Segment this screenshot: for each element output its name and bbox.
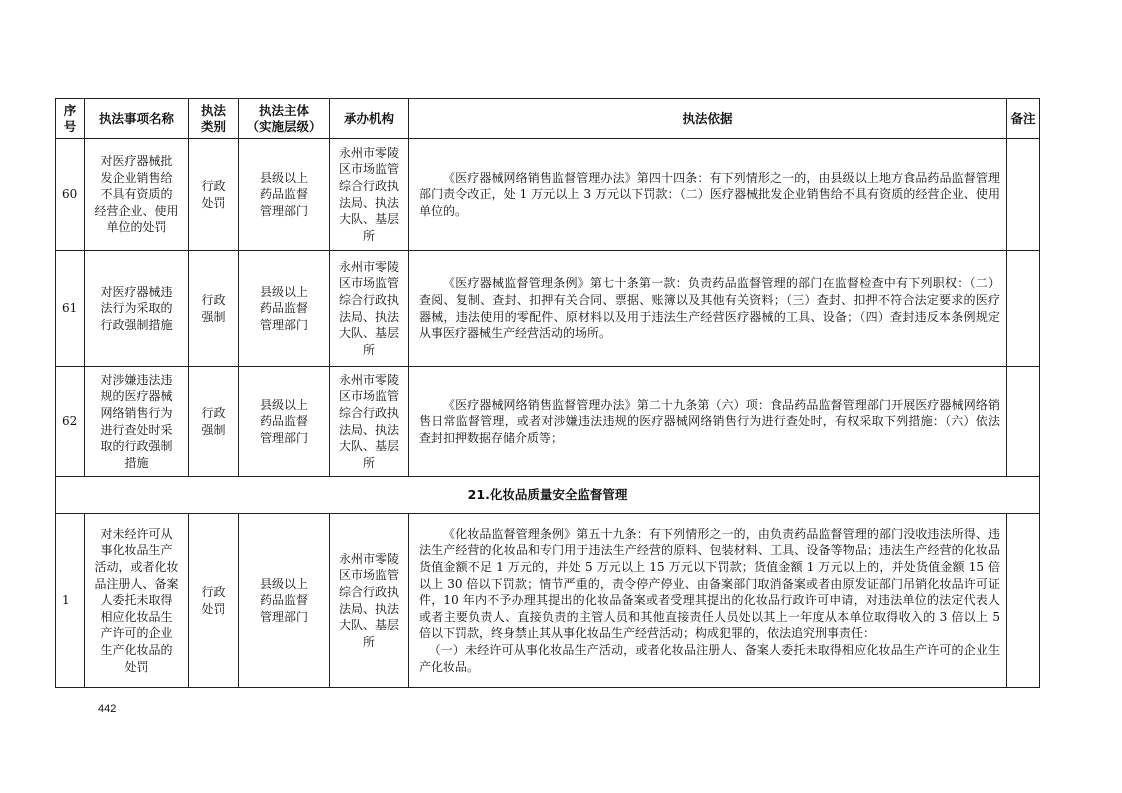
row-remark bbox=[1007, 367, 1040, 477]
row-org: 永州市零陵 区市场监管 综合行政执 法局、执法 大队、基层 所 bbox=[330, 514, 409, 688]
row-seq: 61 bbox=[56, 251, 85, 367]
header-remark: 备注 bbox=[1007, 99, 1040, 139]
basis-subitem: （一）未经许可从事化妆品生产活动，或者化妆品注册人、备案人委托未取得相应化妆品生产许可的企业生产化妆品。 bbox=[419, 642, 1000, 674]
section-title: 21.化妆品质量安全监督管理 bbox=[56, 477, 1040, 514]
basis-text: 《医疗器械监督管理条例》第七十条第一款：负责药品监督管理的部门在监督检查中有下列职权：（二）查阅、复制、查封、扣押有关合同、票据、账簿以及其他有关资料；（三）查封、扣押不符合法定要求的医疗器械，违法使用的零配件、原材料以及用于违法生产经营医疗器械的工具、设备；（四）查封违反本条例规定从事医疗器械生产经营活动的场所。 bbox=[419, 276, 1000, 341]
row-remark bbox=[1007, 251, 1040, 367]
row-category: 行政 处罚 bbox=[189, 139, 239, 251]
row-category: 行政 处罚 bbox=[189, 514, 239, 688]
header-category: 执法 类别 bbox=[189, 99, 239, 139]
header-basis: 执法依据 bbox=[409, 99, 1007, 139]
table-row bbox=[56, 139, 1040, 251]
section-row bbox=[56, 477, 1040, 514]
row-name: 对涉嫌违法违 规的医疗器械 网络销售行为 进行查处时采 取的行政强制 措施 bbox=[85, 367, 189, 477]
enforcement-table bbox=[55, 98, 1040, 688]
row-basis bbox=[409, 367, 1007, 477]
row-basis bbox=[409, 139, 1007, 251]
row-seq: 62 bbox=[56, 367, 85, 477]
table-row bbox=[56, 367, 1040, 477]
row-subject: 县级以上 药品监督 管理部门 bbox=[239, 139, 330, 251]
table-row bbox=[56, 514, 1040, 688]
basis-text: 《化妆品监督管理条例》第五十九条：有下列情形之一的，由负责药品监督管理的部门没收违法所得、违法生产经营的化妆品和专门用于违法生产经营的原料、包装材料、工具、设备等物品；违法生产经营的化妆品货值金额不足 1 万元的，并处 5 万元以上 15 万元以下罚款；货值金额 1 万元以上的，并处货值金额 15 倍以上 30 倍以下罚款；情节严重的，责令停产停业、由备案部门取消备案或者由原发证部门吊销化妆品许可证件，10 年内不予办理其提出的化妆品备案或者受理其提出的化妆品行政许可申请，对违法单位的法定代表人或者主要负责人、直接负责的主管人员和其他直接责任人员处以其上一年度从本单位取得收入的 3 倍以上 5 倍以下罚款，终身禁止其从事化妆品生产经营活动；构成犯罪的，依法追究刑事责任： bbox=[419, 526, 1000, 641]
header-subject: 执法主体 （实施层级） bbox=[239, 99, 330, 139]
row-subject: 县级以上 药品监督 管理部门 bbox=[239, 514, 330, 688]
row-basis bbox=[409, 514, 1007, 688]
basis-text: 《医疗器械网络销售监督管理办法》第四十四条：有下列情形之一的，由县级以上地方食品药品监督管理部门责令改正，处 1 万元以上 3 万元以下罚款：（二）医疗器械批发企业销售给不具有资质的经营企业、使用单位的。 bbox=[419, 170, 1000, 218]
row-category: 行政 强制 bbox=[189, 367, 239, 477]
row-org: 永州市零陵 区市场监管 综合行政执 法局、执法 大队、基层 所 bbox=[330, 251, 409, 367]
row-org: 永州市零陵 区市场监管 综合行政执 法局、执法 大队、基层 所 bbox=[330, 139, 409, 251]
table-row bbox=[56, 251, 1040, 367]
header-name: 执法事项名称 bbox=[85, 99, 189, 139]
row-basis bbox=[409, 251, 1007, 367]
row-subject: 县级以上 药品监督 管理部门 bbox=[239, 251, 330, 367]
header-seq: 序 号 bbox=[56, 99, 85, 139]
row-remark bbox=[1007, 514, 1040, 688]
row-remark bbox=[1007, 139, 1040, 251]
row-subject: 县级以上 药品监督 管理部门 bbox=[239, 367, 330, 477]
basis-text: 《医疗器械网络销售监督管理办法》第二十九条第（六）项：食品药品监督管理部门开展医疗器械网络销售日常监督管理，或者对涉嫌违法违规的医疗器械网络销售行为进行查处时，有权采取下列措施：（六）依法查封扣押数据存储介质等； bbox=[419, 397, 1000, 445]
row-org: 永州市零陵 区市场监管 综合行政执 法局、执法 大队、基层 所 bbox=[330, 367, 409, 477]
row-name: 对医疗器械违 法行为采取的 行政强制措施 bbox=[85, 251, 189, 367]
row-seq: 1 bbox=[56, 514, 85, 688]
row-category: 行政 强制 bbox=[189, 251, 239, 367]
header-org: 承办机构 bbox=[330, 99, 409, 139]
row-name: 对未经许可从 事化妆品生产 活动，或者化妆 品注册人、备案 人委托未取得 相应化妆品生 产许可的企业 生产化妆品的 处罚 bbox=[85, 514, 189, 688]
row-seq: 60 bbox=[56, 139, 85, 251]
header-row bbox=[56, 99, 1040, 139]
page-number: 442 bbox=[98, 703, 117, 715]
row-name: 对医疗器械批 发企业销售给 不具有资质的 经营企业、使用 单位的处罚 bbox=[85, 139, 189, 251]
